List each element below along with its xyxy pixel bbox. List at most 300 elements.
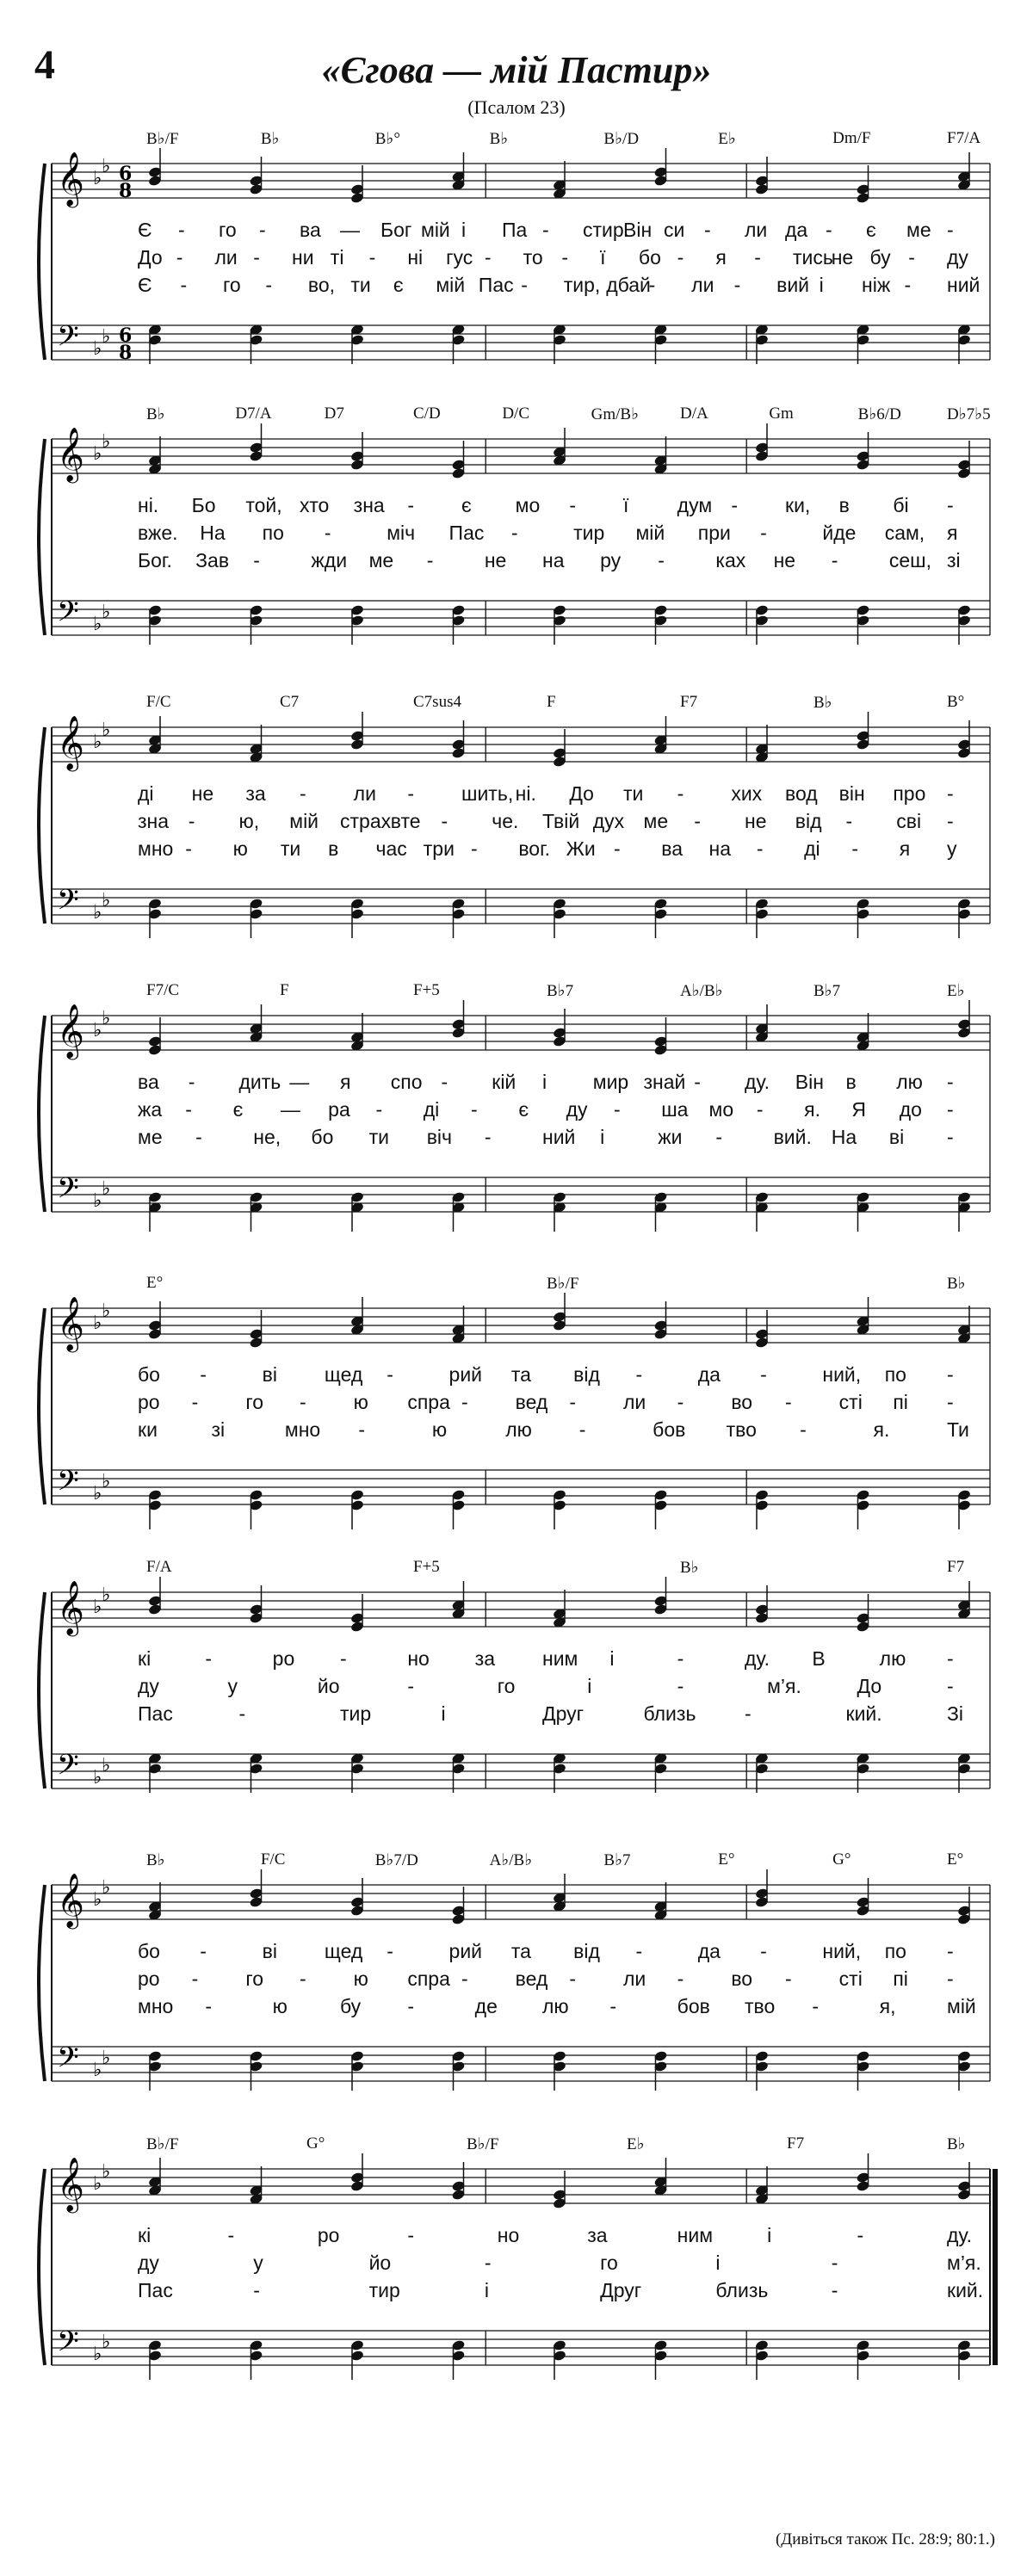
lyric-syllable: Пас [448, 522, 485, 544]
lyric-syllable: лю [505, 1418, 532, 1441]
lyric-syllable: - [200, 1363, 207, 1386]
lyric-syllable: Друг [542, 1702, 584, 1725]
system-bracket [39, 1592, 45, 1788]
lyric-syllable: ду [138, 2252, 159, 2274]
lyric-syllable: ру [600, 549, 622, 571]
chord-symbol: D/C [502, 405, 530, 423]
lyric-syllable: - [677, 1675, 684, 1697]
lyric-syllable: шить, [461, 782, 514, 805]
lyric-syllable: да [785, 219, 808, 241]
chord-symbol: D/A [680, 405, 708, 423]
chord-symbol: B♭° [374, 130, 400, 148]
lyric-syllable: - [831, 2279, 838, 2301]
treble-clef-icon: 𝄞 [57, 427, 84, 481]
lyric-syllable: Ти [947, 1418, 969, 1441]
chord-symbol: B° [947, 693, 965, 711]
lyric-syllable: ті [330, 246, 344, 269]
lyric-syllable: ли [353, 782, 376, 805]
chord-symbol: A♭/B♭ [489, 1851, 533, 1869]
lyric-syllable: ду [566, 1098, 588, 1121]
bass-clef-icon: 𝄢 [57, 1465, 79, 1504]
lyric-syllable: м’я. [767, 1675, 801, 1697]
key-flat-icon: ♭ [93, 732, 102, 753]
lyric-syllable: ро [272, 1647, 295, 1670]
lyric-syllable: - [471, 1098, 478, 1121]
lyric-syllable: Я [851, 1098, 867, 1121]
system-bracket [39, 1308, 45, 1504]
key-flat-icon: ♭ [93, 1313, 102, 1334]
lyric-syllable: три [423, 837, 455, 860]
staff-graphic [0, 1558, 1033, 1842]
lyric-syllable: у [947, 837, 957, 860]
lyric-syllable: - [785, 1391, 792, 1413]
lyric-syllable: Пас [478, 274, 514, 296]
lyric-syllable: і [441, 1702, 446, 1725]
lyric-syllable: - [785, 1968, 792, 1990]
system-bracket [39, 439, 45, 635]
lyric-syllable: ро [317, 2224, 340, 2246]
lyric-syllable: сті [838, 1391, 863, 1413]
lyric-syllable: ки [138, 1418, 158, 1441]
lyric-syllable: вод [785, 782, 818, 805]
lyric-syllable: ві [262, 1940, 277, 1962]
lyric-syllable: не, [253, 1126, 281, 1148]
lyric-syllable: - [609, 1995, 616, 2017]
lyric-syllable: До [857, 1675, 882, 1697]
lyric-syllable: зі [947, 549, 961, 571]
lyric-syllable: ні. [515, 782, 536, 805]
lyric-syllable: рий [448, 1363, 483, 1386]
lyric-syllable: - [188, 810, 195, 832]
lyric-syllable: є [461, 494, 472, 516]
key-flat-icon: ♭ [93, 2344, 102, 2365]
chord-symbol: C7sus4 [413, 693, 461, 711]
chord-symbol: B♭ [489, 130, 509, 148]
lyric-syllable: Бог [380, 219, 412, 241]
lyric-syllable: - [756, 1098, 764, 1121]
lyric-syllable: ду [947, 246, 968, 269]
lyric-syllable: ду. [745, 1647, 770, 1670]
chord-symbol: E♭ [718, 130, 736, 148]
lyric-syllable: ме [643, 810, 669, 832]
staff-graphic [0, 693, 1033, 977]
lyric-syllable: - [812, 1995, 819, 2017]
lyric-syllable: Бо [191, 494, 216, 516]
lyric-syllable: бо [138, 1940, 160, 1962]
lyric-syllable: по [262, 522, 284, 544]
key-flat-icon: ♭ [102, 2048, 111, 2069]
chord-symbol: B♭ [680, 1559, 699, 1577]
lyric-syllable: до [899, 1098, 922, 1121]
lyric-syllable: ніж [862, 274, 891, 296]
system-bracket [39, 2169, 45, 2365]
key-flat-icon: ♭ [102, 431, 111, 453]
lyric-syllable: є [518, 1098, 529, 1121]
lyric-syllable: кий. [947, 2279, 984, 2301]
lyric-syllable: мо [515, 494, 541, 516]
lyric-syllable: - [542, 219, 549, 241]
lyric-syllable: - [441, 1071, 448, 1093]
chord-symbol: B♭ [146, 405, 165, 423]
chord-symbol: F/C [260, 1850, 286, 1869]
lyric-syllable: - [521, 274, 528, 296]
key-flat-icon: ♭ [93, 1597, 102, 1618]
lyric-syllable: віч [426, 1126, 453, 1148]
treble-clef-icon: 𝄞 [57, 2157, 84, 2211]
lyric-syllable: ді [804, 837, 820, 860]
lyric-syllable: ти [623, 782, 644, 805]
key-flat-icon: ♭ [102, 602, 111, 623]
music-system [0, 2134, 1033, 2427]
lyric-syllable: і [542, 1071, 547, 1093]
lyric-syllable: — [289, 1071, 310, 1093]
system-bracket [39, 164, 45, 360]
lyric-syllable: не [484, 549, 507, 571]
lyric-syllable: сеш, [888, 549, 931, 571]
lyric-syllable: - [259, 219, 266, 241]
chord-symbol: B♭/F [467, 2135, 499, 2153]
lyric-syllable: тир [573, 522, 605, 544]
lyric-syllable: знай [643, 1071, 686, 1093]
key-flat-icon: ♭ [102, 2332, 111, 2353]
lyric-syllable: ду. [947, 2224, 973, 2246]
lyric-syllable: мій [289, 810, 319, 832]
lyric-syllable: мно [138, 1995, 174, 2017]
system-bracket [39, 1885, 45, 2081]
key-flat-icon: ♭ [102, 326, 111, 348]
lyric-syllable: я [899, 837, 911, 860]
lyric-syllable: - [731, 494, 738, 516]
lyric-syllable: ме [138, 1126, 163, 1148]
lyric-syllable: ю [431, 1418, 448, 1441]
lyric-syllable: - [908, 246, 915, 269]
lyric-syllable: за [245, 782, 266, 805]
lyric-syllable: - [947, 1363, 954, 1386]
lyric-syllable: но [407, 1647, 430, 1670]
lyric-syllable: є [232, 1098, 244, 1121]
music-system [0, 1274, 1033, 1566]
lyric-syllable: лю [896, 1071, 923, 1093]
lyric-syllable: спо [390, 1071, 423, 1093]
treble-clef-icon: 𝄞 [57, 715, 84, 769]
lyric-syllable: - [857, 2224, 864, 2246]
lyric-syllable: вже. [138, 522, 178, 544]
lyric-syllable: — [340, 219, 360, 241]
lyric-syllable: - [677, 782, 684, 805]
chord-symbol: E° [146, 1274, 164, 1292]
lyric-syllable: - [947, 1940, 954, 1962]
chord-symbol: C/D [413, 405, 441, 423]
chord-symbol: A♭/B♭ [680, 982, 723, 1000]
lyric-syllable: я. [804, 1098, 820, 1121]
lyric-syllable: ки, [785, 494, 811, 516]
music-system [0, 981, 1033, 1274]
lyric-syllable: бу [340, 1995, 362, 2017]
lyric-syllable: - [613, 1098, 621, 1121]
lyric-syllable: кій [492, 1071, 516, 1093]
lyric-syllable: ний, [822, 1363, 862, 1386]
chord-symbol: E° [718, 1850, 735, 1869]
chord-symbol: F7 [787, 2134, 805, 2153]
lyric-syllable: і [587, 1675, 592, 1697]
lyric-syllable: ї [623, 494, 629, 516]
lyric-syllable: не [773, 549, 796, 571]
staff-graphic [0, 2134, 1033, 2418]
lyric-syllable: ні [407, 246, 424, 269]
lyric-syllable: - [205, 1995, 212, 2017]
bass-clef-icon: 𝄢 [57, 1749, 79, 1788]
lyric-syllable: - [635, 1363, 643, 1386]
lyric-syllable: - [947, 1647, 954, 1670]
lyric-syllable: - [694, 1071, 701, 1093]
time-signature-top: 6 [119, 324, 133, 347]
key-flat-icon: ♭ [93, 902, 102, 924]
lyric-syllable: зна [353, 494, 385, 516]
lyric-syllable: то [523, 246, 543, 269]
lyric-syllable: ра [328, 1098, 350, 1121]
lyric-syllable: мій [421, 219, 450, 241]
lyric-syllable: ний [947, 274, 980, 296]
chord-symbol: B♭ [947, 1275, 966, 1293]
lyric-syllable: Є [138, 274, 152, 296]
chord-symbol: E♭ [627, 2135, 645, 2153]
lyric-syllable: близь [643, 1702, 696, 1725]
music-system [0, 693, 1033, 985]
lyric-syllable: Жи [566, 837, 596, 860]
lyric-syllable: вий. [773, 1126, 812, 1148]
lyric-syllable: міч [387, 522, 416, 544]
lyric-syllable: - [471, 837, 478, 860]
chord-symbol: B♭ [260, 130, 280, 148]
lyric-syllable: - [947, 810, 954, 832]
lyric-syllable: - [578, 1418, 586, 1441]
lyric-syllable: - [561, 246, 569, 269]
lyric-syllable: ю [232, 837, 248, 860]
lyric-syllable: - [851, 837, 859, 860]
lyric-syllable: да [697, 1940, 721, 1962]
lyric-syllable: ни [292, 246, 314, 269]
lyric-syllable: - [826, 219, 832, 241]
lyric-syllable: - [484, 1126, 492, 1148]
lyric-syllable: - [694, 810, 701, 832]
lyric-syllable: - [188, 1071, 195, 1093]
chord-symbol: B♭/D [603, 130, 640, 148]
lyric-syllable: ний, [822, 1940, 862, 1962]
lyric-syllable: - [484, 246, 492, 269]
lyric-syllable: - [407, 1675, 414, 1697]
chord-symbol: B♭ [947, 2135, 966, 2153]
lyric-syllable: жди [311, 549, 348, 571]
key-flat-icon: ♭ [93, 614, 102, 635]
lyric-syllable: - [407, 494, 414, 516]
lyric-syllable: бу [869, 246, 891, 269]
lyric-syllable: - [831, 2252, 838, 2274]
chord-symbol: B♭ [146, 1851, 165, 1869]
bass-clef-icon: 𝄢 [57, 884, 79, 924]
lyric-syllable: ду [138, 1675, 159, 1697]
lyric-syllable: - [185, 1098, 192, 1121]
staff-graphic [0, 1850, 1033, 2134]
lyric-syllable: та [510, 1363, 531, 1386]
lyric-syllable: мир [592, 1071, 629, 1093]
lyric-syllable: - [185, 837, 192, 860]
lyric-syllable: - [195, 1126, 202, 1148]
chord-symbol: F7 [680, 693, 698, 711]
lyric-syllable: - [265, 274, 273, 296]
chord-symbol: G° [832, 1850, 851, 1869]
lyric-syllable: - [200, 1940, 207, 1962]
lyric-syllable: - [569, 494, 576, 516]
lyric-syllable: - [745, 1702, 752, 1725]
lyric-syllable: ний [542, 1126, 576, 1148]
lyric-syllable: лю [879, 1647, 906, 1670]
bass-clef-icon: 𝄢 [57, 320, 79, 360]
lyric-syllable: де [474, 1995, 498, 2017]
lyric-syllable: при [697, 522, 731, 544]
key-flat-icon: ♭ [102, 1178, 111, 1200]
key-flat-icon: ♭ [102, 1755, 111, 1776]
lyric-syllable: зна [138, 810, 170, 832]
chord-symbol: F7/C [146, 981, 180, 999]
lyric-syllable: ме [906, 219, 931, 241]
lyric-syllable: - [947, 1071, 954, 1093]
lyric-syllable: пі [893, 1968, 908, 1990]
key-flat-icon: ♭ [102, 2161, 111, 2183]
lyric-syllable: тир [368, 2279, 400, 2301]
lyric-syllable: не [831, 246, 854, 269]
lyric-syllable: жа [138, 1098, 163, 1121]
lyric-syllable: - [358, 1418, 366, 1441]
lyric-syllable: рий [448, 1940, 483, 1962]
lyric-syllable: від [795, 810, 822, 832]
treble-clef-icon: 𝄞 [57, 1004, 84, 1058]
lyric-syllable: - [715, 1126, 723, 1148]
lyric-syllable: дум [677, 494, 713, 516]
lyric-syllable: на [542, 549, 565, 571]
time-signature-bottom: 8 [119, 180, 133, 202]
lyric-syllable: - [461, 1968, 468, 1990]
lyric-syllable: - [300, 1968, 306, 1990]
lyric-syllable: го [245, 1391, 264, 1413]
chord-symbol: B♭7 [603, 1851, 631, 1869]
chord-symbol: F/C [146, 693, 171, 711]
lyric-syllable: - [180, 274, 188, 296]
bass-clef-icon: 𝄢 [57, 596, 79, 635]
chord-symbol: B♭/F [547, 1275, 579, 1293]
lyric-syllable: ю, [238, 810, 260, 832]
lyric-syllable: - [253, 549, 260, 571]
lyric-syllable: йде [822, 522, 857, 544]
lyric-syllable: вог. [518, 837, 551, 860]
key-flat-icon: ♭ [93, 338, 102, 360]
lyric-syllable: страх [340, 810, 392, 832]
lyric-syllable: - [845, 810, 853, 832]
lyric-syllable: го [245, 1968, 264, 1990]
lyric-syllable: - [387, 1940, 393, 1962]
bass-clef-icon: 𝄢 [57, 2326, 79, 2365]
lyric-syllable: ти [368, 1126, 389, 1148]
key-flat-icon: ♭ [102, 1585, 111, 1606]
lyric-syllable: мій [635, 522, 665, 544]
lyric-syllable: - [569, 1391, 576, 1413]
lyric-syllable: Зі [947, 1702, 964, 1725]
lyric-syllable: лю [542, 1995, 569, 2017]
key-flat-icon: ♭ [93, 2060, 102, 2081]
lyric-syllable: бі [893, 494, 909, 516]
lyric-syllable: від [573, 1940, 600, 1962]
lyric-syllable: - [510, 522, 518, 544]
lyric-syllable: мій [436, 274, 466, 296]
lyric-syllable: сві [896, 810, 922, 832]
lyric-syllable: м’я. [947, 2252, 981, 2274]
chord-symbol: E° [947, 1850, 964, 1869]
music-system [0, 1558, 1033, 1850]
lyric-syllable: йо [317, 1675, 340, 1697]
lyric-syllable: ли [623, 1391, 646, 1413]
lyric-syllable: в [838, 494, 850, 516]
lyric-syllable: ро [138, 1391, 160, 1413]
lyric-syllable: - [227, 2224, 235, 2246]
lyric-syllable: - [340, 1647, 347, 1670]
lyric-syllable: по [884, 1363, 906, 1386]
lyric-syllable: йо [368, 2252, 392, 2274]
lyric-syllable: ти [350, 274, 371, 296]
lyric-syllable: кі [138, 1647, 152, 1670]
lyric-syllable: я, [879, 1995, 896, 2017]
lyric-syllable: спра [407, 1391, 450, 1413]
lyric-syllable: ме [368, 549, 394, 571]
lyric-syllable: вед [515, 1391, 548, 1413]
lyric-syllable: - [733, 274, 741, 296]
lyric-syllable: да [697, 1363, 721, 1386]
lyric-syllable: ві [262, 1363, 277, 1386]
treble-clef-icon: 𝄞 [57, 1296, 84, 1350]
footnote: (Дивіться також Пс. 28:9; 80:1.) [775, 2530, 995, 2548]
lyric-syllable: мно [284, 1418, 321, 1441]
staff-graphic [0, 129, 1033, 413]
key-flat-icon: ♭ [102, 1877, 111, 1899]
lyric-syllable: і [715, 2252, 721, 2274]
lyric-syllable: - [800, 1418, 807, 1441]
lyric-syllable: хто [300, 494, 330, 516]
lyric-syllable: - [760, 1940, 767, 1962]
key-flat-icon: ♭ [102, 1008, 111, 1029]
lyric-syllable: - [677, 1391, 684, 1413]
lyric-syllable: дбай [606, 274, 651, 296]
lyric-syllable: - [677, 1647, 684, 1670]
chord-symbol: Dm/F [832, 129, 871, 147]
lyric-syllable: Па [502, 219, 528, 241]
treble-clef-icon: 𝄞 [57, 1873, 84, 1927]
lyric-syllable: ю [353, 1968, 368, 1990]
lyric-syllable: ли [214, 246, 238, 269]
lyric-syllable: - [704, 219, 711, 241]
lyric-syllable: кі [138, 2224, 152, 2246]
lyric-syllable: той, [245, 494, 282, 516]
lyric-syllable: жи [658, 1126, 683, 1148]
lyric-syllable: вте [390, 810, 421, 832]
lyric-syllable: го [497, 1675, 516, 1697]
lyric-syllable: за [587, 2224, 608, 2246]
lyric-syllable: в [845, 1071, 857, 1093]
key-flat-icon: ♭ [102, 1300, 111, 1322]
key-flat-icon: ♭ [93, 2173, 102, 2195]
chord-symbol: D7/A [235, 405, 272, 423]
key-flat-icon: ♭ [93, 1190, 102, 1212]
lyric-syllable: є [866, 219, 876, 241]
bass-clef-icon: 𝄢 [57, 2042, 79, 2081]
lyric-syllable: Він [795, 1071, 824, 1093]
